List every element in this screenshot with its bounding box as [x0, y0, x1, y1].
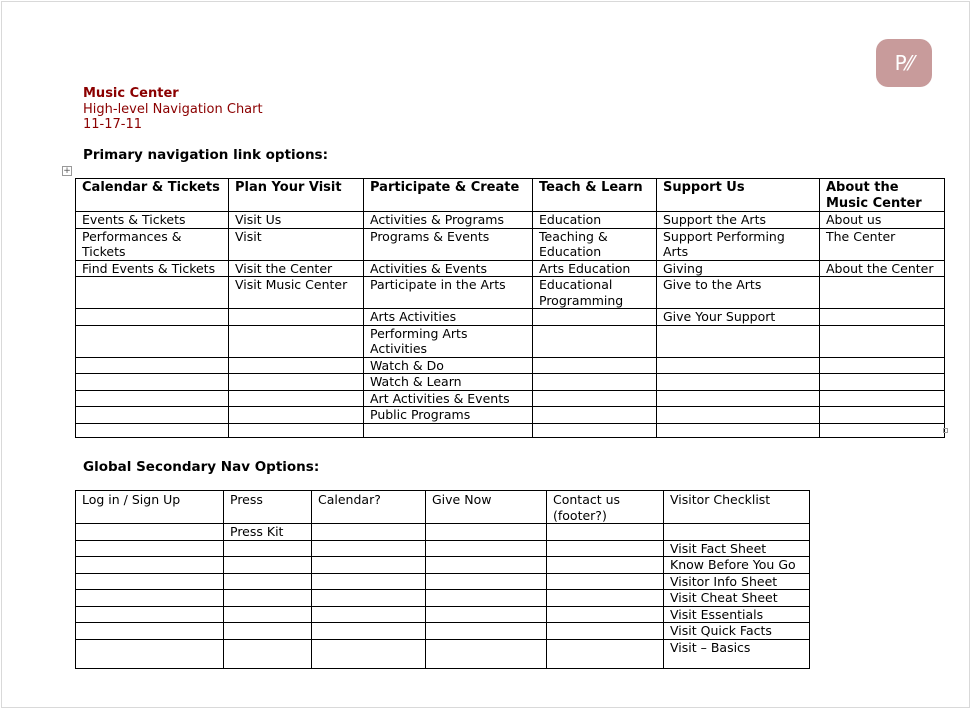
primary-nav-heading: Primary navigation link options: [83, 147, 328, 163]
table-cell [533, 423, 657, 437]
table-cell: Know Before You Go [664, 557, 810, 574]
table-cell [664, 524, 810, 541]
table-row [76, 309, 945, 326]
doc-subtitle: High-level Navigation Chart [83, 101, 263, 117]
table-cell [76, 309, 229, 326]
table-cell: Give to the Arts [657, 277, 820, 309]
table-resize-handle-icon[interactable] [943, 428, 948, 433]
table-cell [533, 309, 657, 326]
primary-column-header: Calendar & Tickets [76, 179, 229, 212]
secondary-column-header: Press [224, 491, 312, 524]
table-cell [224, 573, 312, 590]
table-cell [547, 573, 664, 590]
table-cell [533, 390, 657, 407]
table-cell [76, 524, 224, 541]
table-cell: About us [820, 212, 945, 229]
table-cell [229, 357, 364, 374]
table-row [76, 423, 945, 437]
table-cell: Activities & Events [364, 260, 533, 277]
table-cell [312, 623, 426, 640]
table-cell: Visit Fact Sheet [664, 540, 810, 557]
table-cell: Programs & Events [364, 228, 533, 260]
table-cell [533, 374, 657, 391]
table-cell [224, 540, 312, 557]
table-cell [229, 390, 364, 407]
table-cell: Support the Arts [657, 212, 820, 229]
table-cell [76, 557, 224, 574]
table-cell [224, 639, 312, 668]
table-cell [547, 639, 664, 668]
doc-title: Music Center [83, 86, 179, 101]
table-cell [426, 606, 547, 623]
table-cell: Participate in the Arts [364, 277, 533, 309]
table-cell [312, 606, 426, 623]
table-cell [312, 540, 426, 557]
table-cell [820, 277, 945, 309]
table-row [76, 590, 810, 607]
table-row [76, 639, 810, 668]
table-cell [547, 524, 664, 541]
table-row [76, 557, 810, 574]
table-cell [657, 374, 820, 391]
table-row [76, 228, 945, 260]
table-cell: Events & Tickets [76, 212, 229, 229]
secondary-column-header: Contact us (footer?) [547, 491, 664, 524]
table-cell [224, 606, 312, 623]
table-cell [312, 573, 426, 590]
secondary-column-header: Visitor Checklist [664, 491, 810, 524]
table-cell [76, 639, 224, 668]
table-cell [820, 309, 945, 326]
table-cell [426, 590, 547, 607]
table-cell [426, 573, 547, 590]
table-cell [547, 590, 664, 607]
table-cell [820, 357, 945, 374]
table-cell: Find Events & Tickets [76, 260, 229, 277]
table-cell [224, 557, 312, 574]
table-cell [657, 325, 820, 357]
primary-column-header: Plan Your Visit [229, 179, 364, 212]
table-cell [426, 557, 547, 574]
table-cell [76, 390, 229, 407]
table-cell: Watch & Learn [364, 374, 533, 391]
table-cell: Watch & Do [364, 357, 533, 374]
table-cell [533, 407, 657, 424]
logo-mark: P⁄⁄ [894, 51, 914, 75]
table-cell: Visit Music Center [229, 277, 364, 309]
table-cell [426, 639, 547, 668]
table-cell [76, 423, 229, 437]
table-cell [224, 623, 312, 640]
table-cell: Visit Cheat Sheet [664, 590, 810, 607]
secondary-column-header: Calendar? [312, 491, 426, 524]
table-cell [820, 390, 945, 407]
table-cell [547, 623, 664, 640]
table-cell [547, 540, 664, 557]
table-cell: Give Your Support [657, 309, 820, 326]
table-cell: Performing Arts Activities [364, 325, 533, 357]
table-cell [312, 590, 426, 607]
table-cell [224, 590, 312, 607]
table-cell: Visit the Center [229, 260, 364, 277]
table-cell [76, 357, 229, 374]
table-row [76, 623, 810, 640]
table-cell [76, 590, 224, 607]
table-cell [533, 325, 657, 357]
table-cell: Visit – Basics [664, 639, 810, 668]
table-row [76, 277, 945, 309]
table-cell [312, 639, 426, 668]
table-cell [657, 357, 820, 374]
table-cell [76, 540, 224, 557]
table-cell: Press Kit [224, 524, 312, 541]
table-cell [820, 407, 945, 424]
document-header [83, 86, 263, 133]
table-cell [229, 309, 364, 326]
table-cell [820, 374, 945, 391]
primary-nav-table [75, 178, 945, 438]
table-row [76, 212, 945, 229]
table-cell: Visit Essentials [664, 606, 810, 623]
table-cell: Support Performing Arts [657, 228, 820, 260]
table-cell [820, 325, 945, 357]
table-cell [426, 623, 547, 640]
table-cell [76, 277, 229, 309]
table-row [76, 325, 945, 357]
table-cell: Arts Activities [364, 309, 533, 326]
secondary-header-row [76, 491, 810, 524]
primary-column-header: Participate & Create [364, 179, 533, 212]
table-cell [76, 374, 229, 391]
table-cell: Arts Education [533, 260, 657, 277]
secondary-nav-heading: Global Secondary Nav Options: [83, 459, 320, 475]
table-row [76, 524, 810, 541]
table-cell: Educational Programming [533, 277, 657, 309]
secondary-nav-table [75, 490, 810, 669]
table-cell [312, 557, 426, 574]
table-cell: Visit [229, 228, 364, 260]
table-cell [229, 325, 364, 357]
table-cell [547, 557, 664, 574]
table-row [76, 407, 945, 424]
table-cell [76, 623, 224, 640]
primary-header-row [76, 179, 945, 212]
primary-column-header: About the Music Center [820, 179, 945, 212]
table-cell [229, 423, 364, 437]
table-cell: Visitor Info Sheet [664, 573, 810, 590]
table-cell: Visit Quick Facts [664, 623, 810, 640]
table-cell [426, 524, 547, 541]
table-row [76, 573, 810, 590]
secondary-column-header: Log in / Sign Up [76, 491, 224, 524]
table-cell [76, 606, 224, 623]
table-cell [229, 374, 364, 391]
table-cell: Art Activities & Events [364, 390, 533, 407]
table-cell: About the Center [820, 260, 945, 277]
primary-column-header: Support Us [657, 179, 820, 212]
table-row [76, 260, 945, 277]
app-logo-icon[interactable] [876, 39, 932, 87]
table-row [76, 540, 810, 557]
table-cell: Education [533, 212, 657, 229]
table-cell: Teaching & Education [533, 228, 657, 260]
table-cell [229, 407, 364, 424]
table-cell [426, 540, 547, 557]
table-cell: Public Programs [364, 407, 533, 424]
table-cell: Visit Us [229, 212, 364, 229]
table-cell: Activities & Programs [364, 212, 533, 229]
table-cell [657, 423, 820, 437]
secondary-column-header: Give Now [426, 491, 547, 524]
table-move-handle-icon[interactable]: + [63, 166, 71, 176]
table-cell: Giving [657, 260, 820, 277]
primary-column-header: Teach & Learn [533, 179, 657, 212]
table-cell [820, 423, 945, 437]
table-cell [76, 325, 229, 357]
table-cell: The Center [820, 228, 945, 260]
table-cell [312, 524, 426, 541]
table-cell [364, 423, 533, 437]
table-cell [76, 407, 229, 424]
table-row [76, 390, 945, 407]
table-cell [547, 606, 664, 623]
table-cell [657, 390, 820, 407]
table-row [76, 374, 945, 391]
table-cell [657, 407, 820, 424]
doc-date: 11-17-11 [83, 117, 143, 132]
table-row [76, 606, 810, 623]
table-cell [533, 357, 657, 374]
table-cell: Performances & Tickets [76, 228, 229, 260]
table-row [76, 357, 945, 374]
table-cell [76, 573, 224, 590]
